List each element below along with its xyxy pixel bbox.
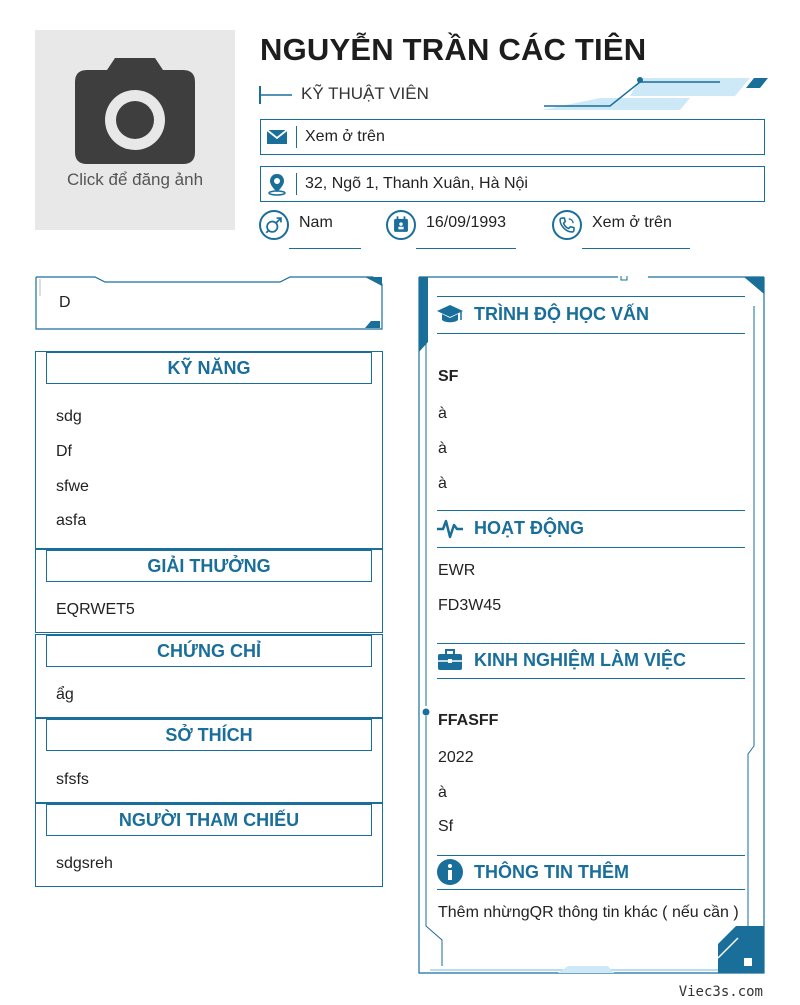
graduation-cap-icon <box>436 301 464 329</box>
hobby-item[interactable]: sfsfs <box>56 771 89 788</box>
experience-title: KINH NGHIỆM LÀM VIỆC <box>474 650 687 670</box>
education-title: TRÌNH ĐỘ HỌC VẤN <box>474 304 649 324</box>
phone-icon <box>552 210 582 240</box>
briefcase-icon <box>436 646 464 674</box>
activities-title: HOẠT ĐỘNG <box>474 518 584 538</box>
section-divider <box>437 547 745 548</box>
address-text: 32, Ngõ 1, Thanh Xuân, Hà Nội <box>305 175 528 192</box>
underline <box>582 248 690 249</box>
title-line-deco <box>258 84 294 106</box>
objective-text: D <box>59 294 71 311</box>
skills-section <box>35 351 383 549</box>
experience-company[interactable]: FFASFF <box>438 712 499 729</box>
certificates-section <box>35 634 383 718</box>
awards-section <box>35 549 383 633</box>
skill-item[interactable]: Df <box>56 443 72 460</box>
skill-item[interactable]: sdg <box>56 408 82 425</box>
separator <box>296 126 297 148</box>
envelope-icon <box>265 125 289 149</box>
skills-title: KỸ NĂNG <box>46 352 372 384</box>
education-line[interactable]: à <box>438 475 447 492</box>
section-divider <box>437 889 745 890</box>
underline <box>289 248 361 249</box>
skill-item[interactable]: asfa <box>56 512 87 529</box>
reference-item[interactable]: sdgsreh <box>56 855 113 872</box>
job-title[interactable]: KỸ THUẬT VIÊN <box>301 84 429 103</box>
birthday-text: 16/09/1993 <box>426 214 507 231</box>
section-divider <box>437 855 745 856</box>
section-divider <box>437 296 745 297</box>
objective-frame <box>35 276 383 330</box>
activity-line[interactable]: FD3W45 <box>438 597 502 614</box>
section-divider <box>437 333 745 334</box>
underline <box>416 248 516 249</box>
map-pin-icon <box>265 172 289 196</box>
email-text: Xem ở trên <box>305 128 385 145</box>
info-icon <box>436 858 464 886</box>
camera-icon <box>75 58 195 164</box>
gender-icon <box>259 210 289 240</box>
references-title: NGƯỜI THAM CHIẾU <box>46 804 372 836</box>
section-divider <box>437 643 745 644</box>
watermark: Viec3s.com <box>678 984 763 1000</box>
section-divider <box>437 678 745 679</box>
award-item[interactable]: EQRWET5 <box>56 601 135 618</box>
hobbies-title: SỞ THÍCH <box>46 719 372 751</box>
awards-title: GIẢI THƯỞNG <box>46 550 372 582</box>
avatar-placeholder[interactable] <box>35 30 235 230</box>
skill-item[interactable]: sfwe <box>56 478 89 495</box>
address-field[interactable] <box>260 166 765 202</box>
extra-text[interactable]: Thêm nhừngQR thông tin khác ( nếu cần ) <box>438 904 739 921</box>
education-school[interactable]: SF <box>438 368 459 385</box>
experience-line[interactable]: à <box>438 784 447 801</box>
pulse-icon <box>436 515 464 543</box>
gender-text: Nam <box>299 214 333 231</box>
education-line[interactable]: à <box>438 440 447 457</box>
calendar-icon <box>386 210 416 240</box>
full-name[interactable]: NGUYỄN TRẦN CÁC TIÊN <box>260 32 647 67</box>
certificates-title: CHỨNG CHỈ <box>46 635 372 667</box>
extra-title: THÔNG TIN THÊM <box>474 862 629 882</box>
email-field[interactable] <box>260 119 765 155</box>
experience-line[interactable]: 2022 <box>438 749 474 766</box>
experience-line[interactable]: Sf <box>438 818 454 835</box>
section-divider <box>437 510 745 511</box>
certificate-item[interactable]: ẩg <box>56 686 74 703</box>
photo-caption: Click để đăng ảnh <box>66 170 204 189</box>
objective-box[interactable] <box>35 276 383 330</box>
separator <box>296 173 297 195</box>
hobbies-section <box>35 718 383 803</box>
circuit-deco <box>540 74 770 114</box>
phone-text: Xem ở trên <box>592 214 672 231</box>
activity-line[interactable]: EWR <box>438 562 476 579</box>
education-line[interactable]: à <box>438 405 447 422</box>
references-section <box>35 803 383 887</box>
